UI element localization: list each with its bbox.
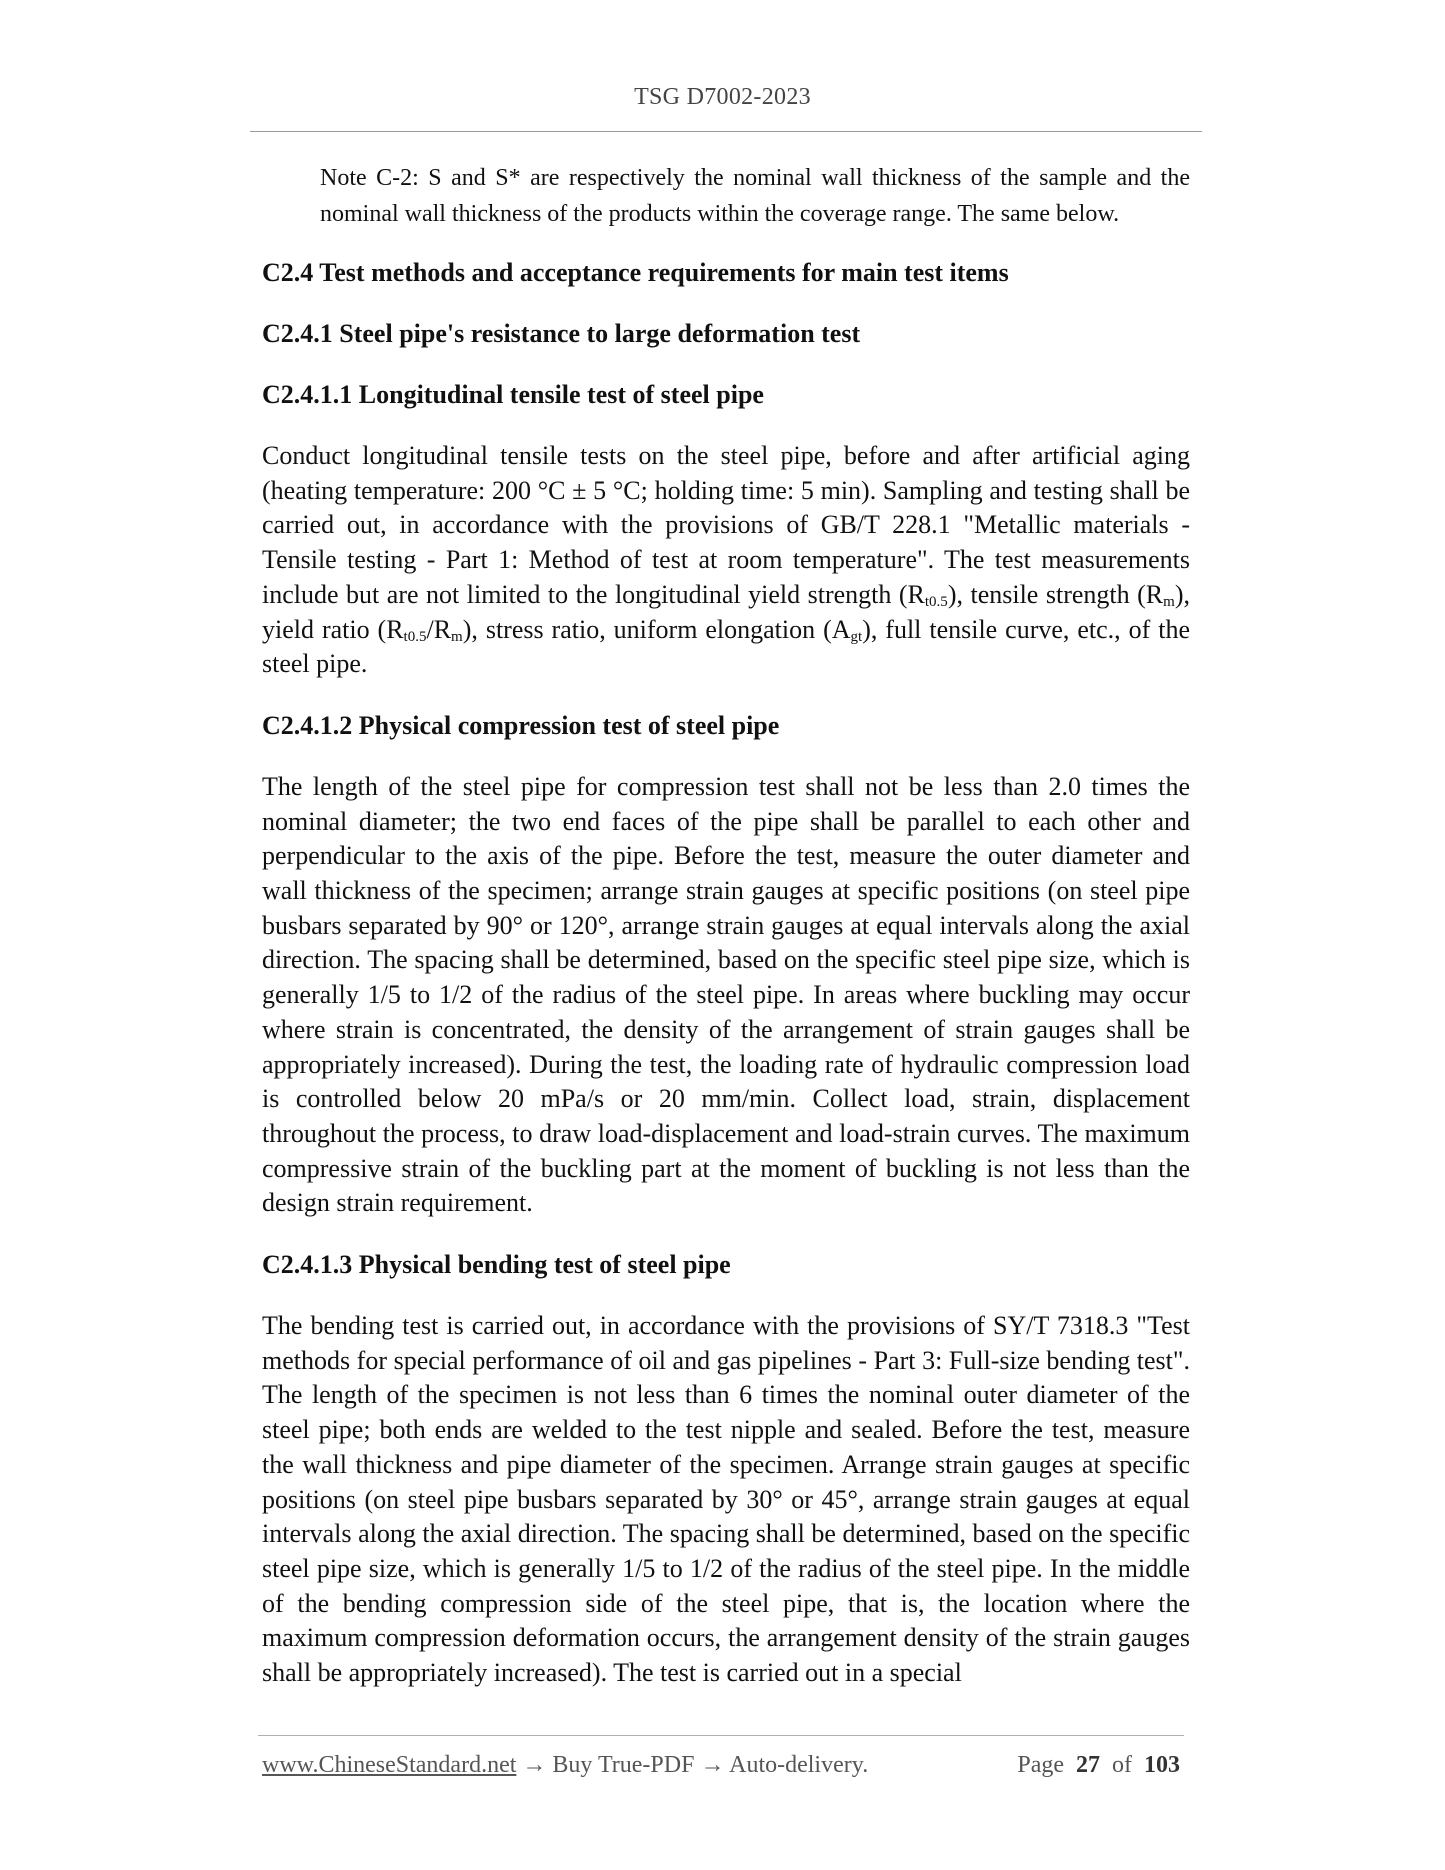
section-heading-c2-4-1: C2.4.1 Steel pipe's resistance to large deformation test xyxy=(262,319,861,348)
page-label: Page xyxy=(1017,1752,1064,1778)
compression-test-paragraph: The length of the steel pipe for compression test shall not be less than 2.0 times the nominal diameter; the two end faces of the pipe shall be parallel to each other and perpendicular to the axis of the pipe. Before the test, measure the outer diameter and wall thickness of the specimen; arrange strain gauges at specific positions (on steel pipe busbars separated by 90° or 120°, arrange strain gauges at equal intervals along the axial direction. The spacing shall be determined, based on the specific steel pipe size, which is generally 1/5 to 1/2 of the radius of the steel pipe. In areas where buckling may occur where strain is concentrated, the density of the arrangement of strain gauges shall be appropriately increased). During the test, the loading rate of hydraulic compression load is controlled below 20 mPa/s or 20 mm/min. Collect load, strain, displacement throughout the process, to draw load-displacement and load-strain curves. The maximum compressive strain of the buckling part at the moment of buckling is not less than the design strain requirement. xyxy=(262,771,1190,1218)
website-link[interactable]: www.ChineseStandard.net xyxy=(262,1752,517,1778)
section-heading-c2-4-1-3: C2.4.1.3 Physical bending test of steel pipe xyxy=(262,1250,731,1280)
of-label: of xyxy=(1112,1752,1132,1778)
footer-promo-text: → Buy True-PDF → Auto-delivery. xyxy=(516,1752,869,1778)
current-page-number: 27 xyxy=(1076,1752,1100,1778)
tensile-text-2: ), tensile strength (R xyxy=(947,579,1164,609)
tensile-test-paragraph xyxy=(262,439,1190,682)
page-content xyxy=(262,160,1190,1718)
page-header-title: TSG D7002-2023 xyxy=(634,84,811,110)
section-heading-c2-4: C2.4 Test methods and acceptance requirements for main test items xyxy=(262,258,1009,287)
section-heading-c2-4-1-1: C2.4.1.1 Longitudinal tensile test of steel pipe xyxy=(262,380,764,409)
tensile-text-1: Conduct longitudinal tensile tests on the steel pipe, before and after artificial aging (heating temperature: 200 °C ± 5 °C; holding time: 5 min). Sampling and testing shall be carried out, in accordance with the provisions of GB/T 228.1 "Metallic materials - Tensile testing - Part 1: Method of test at room temperature". The test measurements include but are not limited to the longitudinal yield strength (R xyxy=(262,441,1190,609)
header-divider xyxy=(250,131,1202,132)
tensile-text-6: ), full tensile curve, etc., of the steel pipe. xyxy=(262,614,1190,679)
page-counter xyxy=(1017,1752,1180,1779)
note-c2: Note C-2: S and S* are respectively the nominal wall thickness of the sample and the nominal wall thickness of the products within the coverage range. The same below. xyxy=(320,165,1190,227)
subscript-m: m xyxy=(1163,593,1175,610)
tensile-text-3: ), yield ratio (R xyxy=(262,579,1190,644)
bending-test-paragraph: The bending test is carried out, in accordance with the provisions of SY/T 7318.3 "Test methods for special performance of oil and gas pipelines - Part 3: Full-size bending test". The length of the specimen is not less than 6 times the nominal outer diameter of the steel pipe; both ends are welded to the test nipple and sealed. Before the test, measure the wall thickness and pipe diameter of the specimen. Arrange strain gauges at specific positions (on steel pipe busbars separated by 30° or 45°, arrange strain gauges at equal intervals along the axial direction. The spacing shall be determined, based on the specific steel pipe size, which is generally 1/5 to 1/2 of the radius of the steel pipe. In the middle of the bending compression side of the steel pipe, that is, the location where the maximum compression deformation occurs, the arrangement density of the strain gauges shall be appropriately increased). The test is carried out in a special xyxy=(262,1311,1190,1688)
footer-divider xyxy=(258,1735,1184,1736)
subscript-t05: t0.5 xyxy=(924,593,948,610)
section-heading-c2-4-1-2: C2.4.1.2 Physical compression test of steel pipe xyxy=(262,710,780,740)
subscript-gt: gt xyxy=(850,628,863,645)
total-page-count: 103 xyxy=(1144,1752,1180,1778)
subscript-m: m xyxy=(451,628,463,645)
tensile-text-4: /R xyxy=(426,614,452,644)
tensile-text-5: ), stress ratio, uniform elongation (A xyxy=(462,614,851,644)
subscript-t05: t0.5 xyxy=(403,628,427,645)
footer-promo xyxy=(262,1752,868,1779)
